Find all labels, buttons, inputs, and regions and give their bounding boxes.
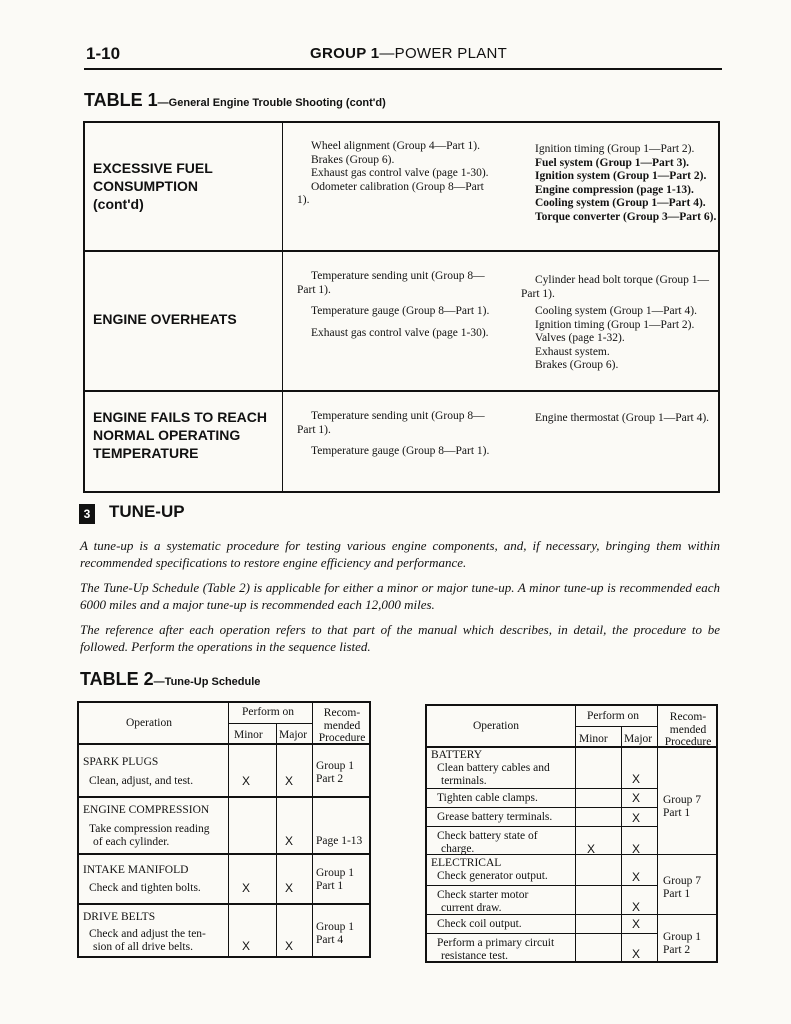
- major-mark: X: [285, 881, 294, 895]
- group-heading-bold: GROUP 1: [310, 45, 380, 62]
- section-number-badge: 3: [79, 504, 95, 524]
- major-mark: X: [632, 811, 641, 825]
- check-item: Exhaust gas control valve (page 1-30).: [311, 326, 489, 339]
- electrical-item: Check generator output.: [437, 870, 548, 882]
- major-mark: X: [632, 870, 641, 884]
- check-item: Ignition system (Group 1—Part 2).: [535, 170, 707, 182]
- table1-title-sub: —General Engine Trouble Shooting (cont'd): [157, 97, 386, 109]
- check-list-col3: [521, 143, 717, 224]
- check-item: Temperature sending unit (Group 8—Part 1).: [297, 410, 485, 436]
- table2-title: [80, 669, 260, 690]
- check-item: Cooling system (Group 1—Part 4).: [535, 305, 697, 317]
- table-row: [85, 123, 718, 252]
- table-row: [85, 392, 718, 493]
- row-divider: [79, 853, 369, 855]
- drive-belts-detail: Check and adjust the ten- sion of all drive belts.: [89, 928, 206, 953]
- condition-line: (cont'd): [93, 196, 144, 212]
- column-divider: [621, 726, 622, 961]
- check-item: Fuel system (Group 1—Part 3).: [535, 156, 690, 169]
- section-title: TUNE-UP: [109, 502, 185, 521]
- procedure-ref: Group 1 Part 2: [316, 760, 355, 785]
- column-divider: [282, 123, 283, 250]
- check-list-col2: [297, 270, 495, 340]
- check-list-col3: [521, 412, 717, 426]
- electrical-item: Check coil output.: [437, 918, 522, 930]
- condition-line: EXCESSIVE FUEL: [93, 160, 213, 176]
- operation-header: Operation: [126, 717, 172, 729]
- procedure-ref: Page 1-13: [316, 835, 363, 847]
- row-divider: [427, 807, 657, 808]
- procedure-ref: Group 1 Part 1: [316, 867, 355, 892]
- major-mark: X: [285, 774, 294, 788]
- tune-up-table-right: [425, 704, 718, 963]
- check-item: Wheel alignment (Group 4—Part 1).: [311, 140, 480, 152]
- header-rule: [84, 68, 722, 70]
- check-item: Temperature sending unit (Group 8—Part 1).: [297, 270, 485, 296]
- row-divider: [79, 903, 369, 905]
- electrical-item: Check starter motor current draw.: [437, 889, 529, 914]
- intake-manifold-detail: Check and tighten bolts.: [89, 882, 201, 894]
- condition-label: [93, 159, 213, 213]
- row-divider: [427, 826, 657, 827]
- major-mark: X: [285, 834, 294, 848]
- minor-mark: X: [242, 774, 251, 788]
- column-divider: [276, 723, 277, 956]
- header-divider: [575, 726, 657, 727]
- major-mark: X: [285, 939, 294, 953]
- minor-header: Minor: [579, 733, 608, 745]
- check-item: Exhaust gas control valve (page 1-30).: [311, 167, 489, 179]
- column-divider: [282, 392, 283, 493]
- reference-paragraph: The reference after each operation refers to that part of the manual which describes, in detail, the procedure to be followed. Perform the operations in the sequence listed.: [80, 622, 720, 654]
- condition-line: ENGINE OVERHEATS: [93, 311, 237, 327]
- check-item: Exhaust system.: [535, 345, 610, 358]
- check-item: Cooling system (Group 1—Part 4).: [535, 197, 706, 209]
- check-item: Torque converter (Group 3—Part 6).: [535, 210, 717, 223]
- battery-item: Clean battery cables and terminals.: [437, 762, 550, 787]
- group-heading: [310, 45, 507, 62]
- minor-mark: X: [242, 881, 251, 895]
- check-list-col3: [521, 274, 717, 373]
- check-item: Engine thermostat (Group 1—Part 4).: [535, 412, 710, 424]
- page-number: 1-10: [86, 44, 121, 63]
- operation-header: Operation: [473, 720, 519, 732]
- major-mark: X: [632, 772, 641, 786]
- major-mark: X: [632, 842, 641, 856]
- tune-up-table-left: [77, 701, 371, 958]
- major-mark: X: [632, 947, 641, 961]
- group-heading-rest: —POWER PLANT: [379, 45, 508, 62]
- row-divider: [79, 796, 369, 798]
- table1-title: [84, 90, 386, 111]
- column-divider: [575, 706, 576, 961]
- schedule-paragraph: The Tune-Up Schedule (Table 2) is applicable for either a minor or major tune-up. A minor tune-up is recommended each 6000 miles and a major tune-up is recommended each 12,000 miles.: [80, 580, 720, 612]
- condition-line: ENGINE FAILS TO REACH: [93, 409, 267, 425]
- column-divider: [282, 252, 283, 390]
- battery-group: BATTERY: [431, 749, 483, 761]
- column-divider: [312, 703, 313, 956]
- condition-line: NORMAL OPERATING: [93, 427, 241, 443]
- column-divider: [657, 706, 658, 961]
- check-item: Brakes (Group 6).: [311, 153, 395, 166]
- table-row: [85, 252, 718, 392]
- procedure-header: Recom- mended Procedure: [664, 711, 712, 748]
- major-mark: X: [632, 900, 641, 914]
- procedure-ref: Group 7 Part 1: [663, 875, 702, 900]
- table1-title-main: TABLE 1: [84, 90, 158, 110]
- row-divider: [427, 914, 716, 915]
- check-item: Valves (page 1-32).: [535, 332, 625, 344]
- major-header: Major: [624, 733, 653, 745]
- procedure-ref: Group 1 Part 2: [663, 931, 702, 956]
- condition-line: CONSUMPTION: [93, 178, 198, 194]
- check-item: Ignition timing (Group 1—Part 2).: [535, 143, 695, 155]
- procedure-header: Recom- mended Procedure: [318, 707, 366, 744]
- engine-compression-detail: Take compression reading of each cylinder.: [89, 823, 210, 848]
- major-header: Major: [279, 729, 308, 741]
- drive-belts-group: DRIVE BELTS: [83, 911, 156, 923]
- row-divider: [427, 788, 657, 789]
- minor-mark: X: [242, 939, 251, 953]
- intro-paragraph: A tune-up is a systematic procedure for testing various engine components, and, if necessary, bringing them within recommended specifications to restore engine efficiency and performance.: [80, 538, 720, 570]
- condition-label: [93, 310, 237, 328]
- spark-plugs-group: SPARK PLUGS: [83, 756, 159, 768]
- column-divider: [228, 703, 229, 956]
- condition-label: [93, 408, 267, 462]
- procedure-ref: Group 7 Part 1: [663, 794, 702, 819]
- check-item: Cylinder head bolt torque (Group 1—Part 1).: [521, 274, 710, 300]
- minor-header: Minor: [234, 729, 263, 741]
- electrical-item: Perform a primary circuit resistance test.: [437, 937, 555, 962]
- electrical-group: ELECTRICAL: [431, 857, 502, 869]
- perform-on-header: Perform on: [587, 710, 640, 722]
- row-divider: [427, 885, 657, 886]
- perform-on-header: Perform on: [242, 706, 295, 718]
- check-item: Temperature gauge (Group 8—Part 1).: [311, 305, 490, 317]
- check-item: Temperature gauge (Group 8—Part 1).: [311, 445, 490, 457]
- engine-compression-group: ENGINE COMPRESSION: [83, 804, 210, 816]
- table2-title-main: TABLE 2: [80, 669, 154, 689]
- battery-item: Check battery state of charge.: [437, 830, 538, 855]
- major-mark: X: [632, 917, 641, 931]
- table2-title-sub: —Tune-Up Schedule: [153, 676, 261, 688]
- battery-item: Grease battery terminals.: [437, 811, 553, 823]
- check-item: Engine compression (page 1-13).: [535, 183, 694, 196]
- trouble-shooting-table: [83, 121, 720, 493]
- check-item: Brakes (Group 6).: [535, 359, 619, 371]
- procedure-ref: Group 1 Part 4: [316, 921, 355, 946]
- row-divider: [427, 933, 657, 934]
- minor-mark: X: [587, 842, 596, 856]
- intake-manifold-group: INTAKE MANIFOLD: [83, 864, 189, 876]
- header-divider: [228, 723, 312, 724]
- check-list-col2: [297, 140, 495, 208]
- condition-line: TEMPERATURE: [93, 445, 199, 461]
- check-list-col2: [297, 410, 495, 459]
- check-item: Ignition timing (Group 1—Part 2).: [535, 318, 695, 331]
- check-item: Odometer calibration (Group 8—Part 1).: [297, 180, 484, 206]
- major-mark: X: [632, 791, 641, 805]
- spark-plugs-detail: Clean, adjust, and test.: [89, 775, 194, 787]
- battery-item: Tighten cable clamps.: [437, 792, 538, 804]
